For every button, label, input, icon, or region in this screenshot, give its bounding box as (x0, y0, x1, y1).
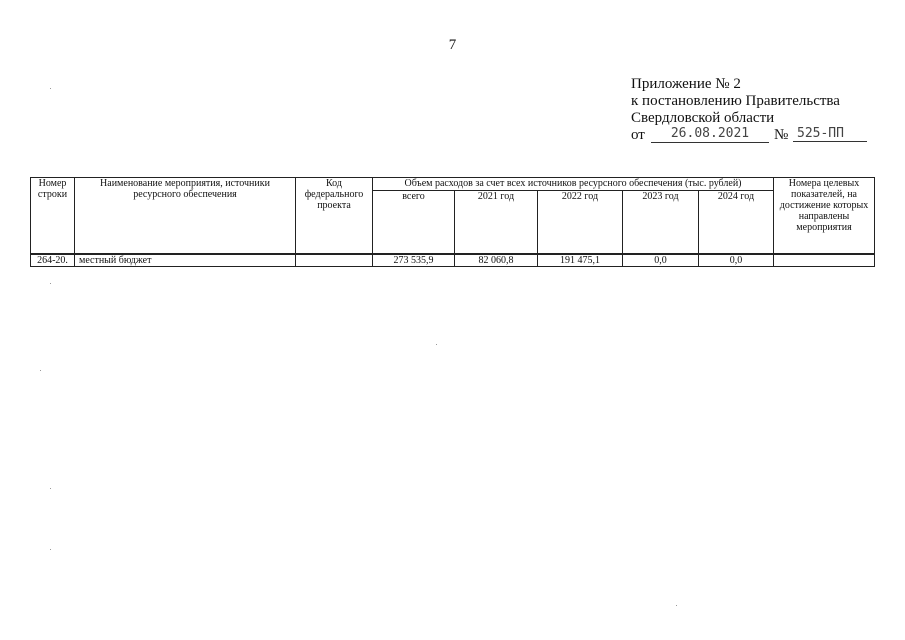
header-total: всего (373, 191, 455, 255)
row-2021-cell: 82 060,8 (455, 254, 538, 267)
number-prefix: № (774, 127, 789, 143)
row-code-cell (296, 254, 373, 267)
date-prefix: от (631, 127, 645, 143)
appendix-block (631, 76, 844, 145)
row-number-cell: 264-20. (31, 254, 75, 267)
header-2021: 2021 год (455, 191, 538, 255)
scan-speck (50, 88, 51, 89)
header-name: Наименование мероприятия, источники ресурсного обеспечения (75, 178, 296, 255)
scan-speck (436, 344, 437, 345)
table-row (31, 254, 875, 267)
row-2023-cell: 0,0 (623, 254, 699, 267)
decree-date: 26.08.2021 (651, 125, 769, 143)
header-federal-code: Код федерального проекта (296, 178, 373, 255)
row-targets-cell (774, 254, 875, 267)
header-2022: 2022 год (538, 191, 623, 255)
header-2023: 2023 год (623, 191, 699, 255)
appendix-decree-line: к постановлению Правительства (631, 93, 840, 109)
scan-speck (676, 605, 677, 606)
decree-number: 525-ПП (793, 125, 867, 142)
header-row-number: Номер строки (31, 178, 75, 255)
scan-speck (40, 370, 41, 371)
header-targets: Номера целевых показателей, на достижение которых направлены мероприятия (774, 178, 875, 255)
budget-table (30, 177, 875, 267)
scan-speck (50, 283, 51, 284)
scan-speck (50, 549, 51, 550)
page-number: 7 (448, 37, 457, 53)
scan-speck (50, 488, 51, 489)
header-2024: 2024 год (699, 191, 774, 255)
row-total-cell: 273 535,9 (373, 254, 455, 267)
row-2022-cell: 191 475,1 (538, 254, 623, 267)
row-name-cell: местный бюджет (75, 254, 296, 267)
appendix-date-row (631, 126, 844, 145)
row-2024-cell: 0,0 (699, 254, 774, 267)
appendix-title: Приложение № 2 (631, 76, 741, 92)
appendix-region-line: Свердловской области (631, 110, 775, 126)
header-volume-group: Объем расходов за счет всех источников ресурсного обеспечения (тыс. рублей) (373, 178, 774, 191)
